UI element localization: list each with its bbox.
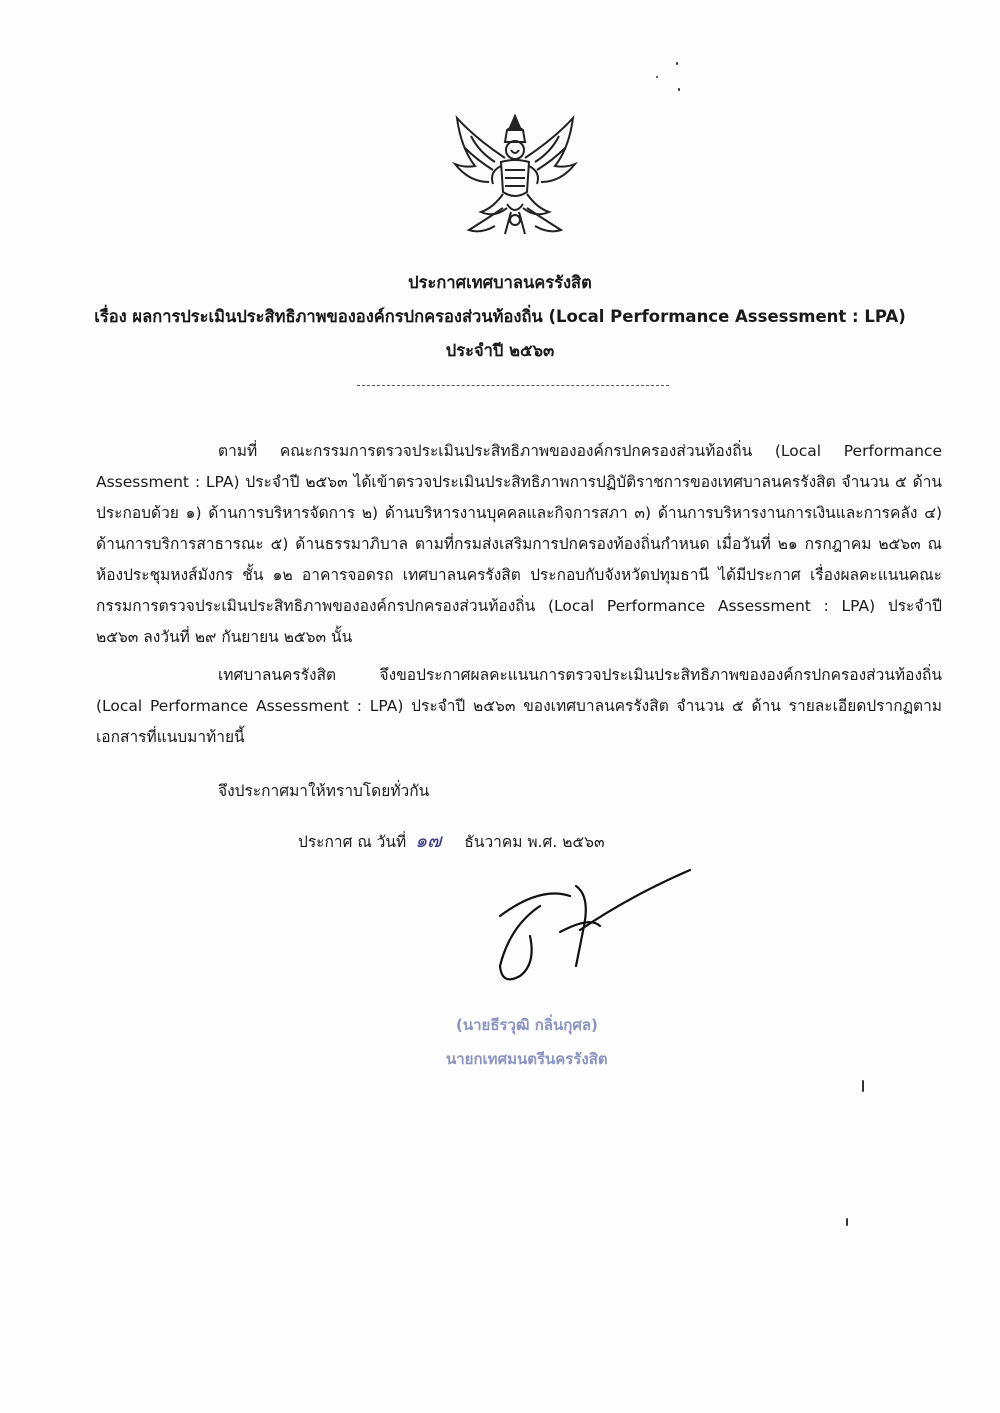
scan-speck [678, 88, 680, 91]
scan-speck [656, 76, 658, 78]
announcement-subject: เรื่อง ผลการประเมินประสิทธิภาพขององค์กรปกครองส่วนท้องถิ่น (Local Performance Assessment : LPA) [94, 307, 906, 326]
body-paragraph-2: เทศบาลนครรังสิต จึงขอประกาศผลคะแนนการตรวจประเมินประสิทธิภาพขององค์กรปกครองส่วนท้องถิ่น (Local Performance Assessment : LPA) ประจำปี ๒๕๖๓ ของเทศบาลนครรังสิต จำนวน ๕ ด้าน รายละเอียดปรากฏตามเอกสารที่แนบมาท้ายนี้ [96, 666, 942, 746]
closing-statement: จึงประกาศมาให้ทราบโดยทั่วกัน [218, 782, 430, 800]
announcement-title: ประกาศเทศบาลนครรังสิต [408, 273, 592, 292]
handwritten-signature [480, 856, 720, 996]
garuda-emblem-icon [445, 108, 585, 248]
announcement-year: ประจำปี ๒๕๖๓ [445, 341, 555, 360]
body-paragraph-1: ตามที่ คณะกรรมการตรวจประเมินประสิทธิภาพขององค์กรปกครองส่วนท้องถิ่น (Local Performance Assessment : LPA) ประจำปี ๒๕๖๓ ได้เข้าตรวจประเมินประสิทธิภาพการปฏิบัติราชการของเทศบาลนครรังสิต จำนวน ๕ ด้าน ประกอบด้วย ๑) ด้านการบริหารจัดการ ๒) ด้านบริหารงานบุคคลและกิจการสภา ๓) ด้านการบริหารงานการเงินและการคลัง ๔) ด้านการบริการสาธารณะ ๕) ด้านธรรมาภิบาล ตามที่กรมส่งเสริมการปกครองท้องถิ่นกำหนด เมื่อวันที่ ๒๑ กรกฎาคม ๒๕๖๓ ณ ห้องประชุมหงส์มังกร ชั้น ๑๒ อาคารจอดรถ เทศบาลนครรังสิต ประกอบกับจังหวัดปทุมธานี ได้มีประกาศ เรื่องผลคะแนนคณะกรรมการตรวจประเมินประสิทธิภาพขององค์กรปกครองส่วนท้องถิ่น (Local Performance Assessment : LPA) ประจำปี ๒๕๖๓ ลงวันที่ ๒๙ กันยายน ๒๕๖๓ นั้น [96, 442, 942, 646]
date-suffix: ธันวาคม พ.ศ. ๒๕๖๓ [464, 833, 605, 851]
scan-speck [846, 1218, 848, 1226]
signatory-title: นายกเทศมนตรีนครรังสิต [446, 1050, 608, 1068]
date-prefix: ประกาศ ณ วันที่ [298, 833, 407, 851]
header-divider [357, 385, 669, 386]
date-day-handwritten: ๑๗ [415, 830, 442, 852]
signatory-name: (นายธีรวุฒิ กลิ่นกุศล) [456, 1016, 598, 1034]
announcement-date [298, 826, 605, 858]
scan-speck [862, 1080, 864, 1092]
scan-speck [676, 62, 678, 65]
